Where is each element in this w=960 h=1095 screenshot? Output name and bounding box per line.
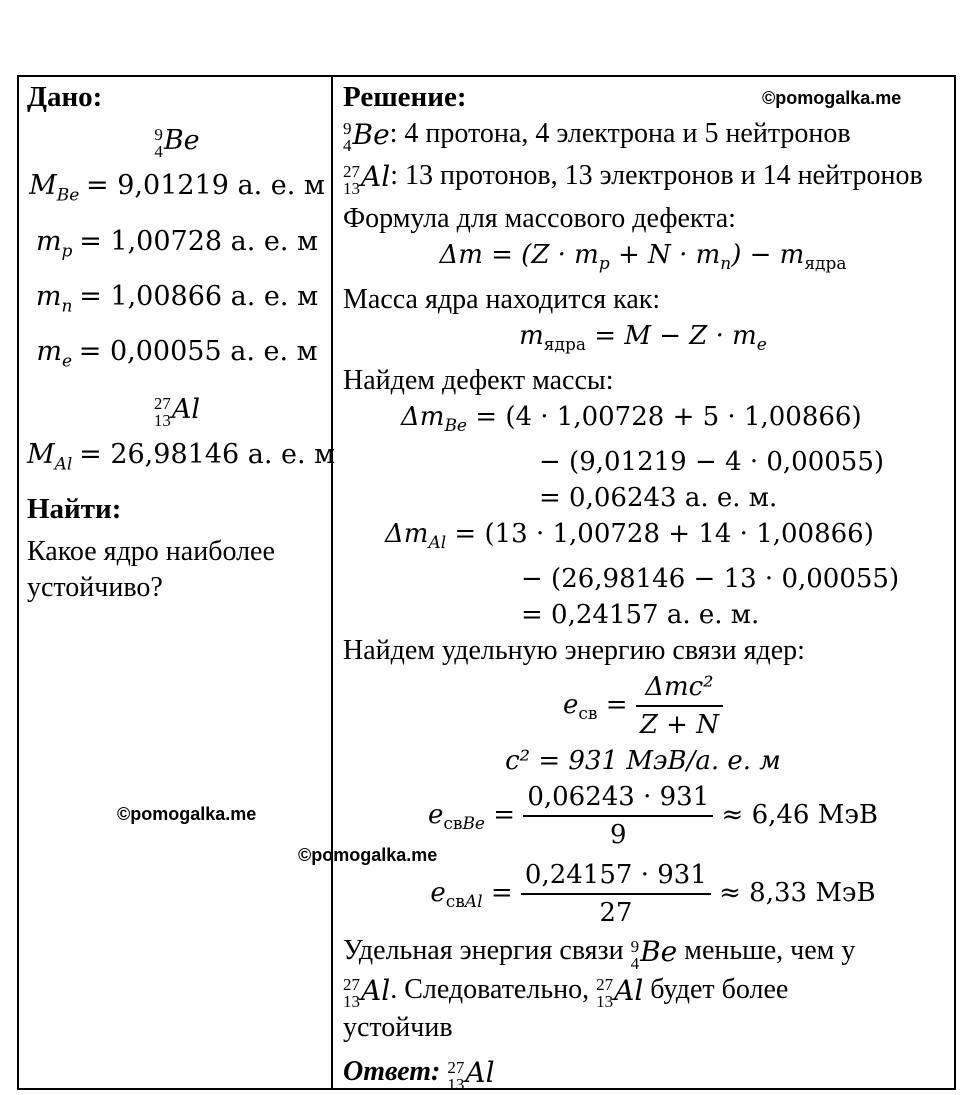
- c2-line: c² = 931 МэВ/а. е. м: [505, 746, 781, 777]
- given-m-be: $M_{Be} = 9,01219$ а. е. м: [29, 170, 325, 206]
- nucleus-mass-formula: $m_{ядра} = M - Z \cdot m_e$: [519, 320, 767, 356]
- solution-header: Решение:: [343, 81, 467, 113]
- al-isotope: 27 13 Al: [153, 393, 201, 430]
- conclusion-text: Удельная энергия связи 9 4 Be меньше, чем у 27 13 Al. Следовательно, 27 13 Al будет более устойчив: [343, 935, 856, 1044]
- given-m-al: $M_{Al} = 26,98146$ а. е. м: [27, 439, 336, 475]
- e-al-calc: $e_{свAl}$ = $\frac{0,24157 \cdot 931}{27}$ ≈ 8,33 МэВ: [363, 857, 943, 931]
- answer: Ответ: 27 13 Al: [343, 1055, 495, 1094]
- dm-al-calc: $\Delta m_{Al} = (13 \cdot 1,00728 + 14 \cdot 1,00866)$ − (26,98146 − 13 · 0,00055) = 0,24157 а. е. м.: [385, 519, 900, 631]
- binding-label: Найдем удельную энергию связи ядер:: [343, 635, 805, 667]
- given-al-isotope: [27, 385, 327, 432]
- given-mp: $m_p = 1,00728$ а. е. м: [35, 225, 319, 262]
- column-divider: [331, 75, 333, 1090]
- find-header: Найти:: [27, 492, 122, 525]
- find-defect-label: Найдем дефект массы:: [343, 365, 614, 397]
- defect-formula: $\Delta m = (Z \cdot m_p + N \cdot m_n) - m_{ядра}$: [439, 239, 847, 274]
- given-mn: $m_n = 1,00866$ а. е. м: [35, 281, 319, 317]
- watermark-left: ©pomogalka.me: [117, 804, 257, 824]
- given-be-isotope: [27, 116, 327, 163]
- watermark-top: ©pomogalka.me: [762, 88, 902, 108]
- al-composition: 27 13 Al: 13 протонов, 13 электронов и 14 нейтронов: [343, 160, 923, 198]
- defect-formula-label: Формула для массового дефекта:: [343, 202, 736, 234]
- watermark-center: ©pomogalka.me: [298, 845, 438, 865]
- given-list: [27, 116, 336, 488]
- be-composition: 9 4 Be: 4 протона, 4 электрона и 5 нейтронов: [343, 117, 851, 156]
- nucleus-mass-label: Масса ядра находится как:: [343, 283, 661, 315]
- given-me: $m_e = 0,00055$ а. е. м: [36, 336, 318, 372]
- solution-column: [343, 80, 943, 1093]
- e-be-calc: $e_{свBe}$ = $\frac{0,06243 \cdot 931}{9}$ ≈ 6,46 МэВ: [363, 779, 943, 853]
- binding-formula: $e_{св}$ = $\frac{\text{Δmc²}}{Z + N}$: [343, 669, 943, 743]
- given-header: Дано:: [27, 81, 103, 113]
- dm-be-calc: $\Delta m_{Be} = (4 \cdot 1,00728 + 5 \cdot 1,00866)$ − (9,01219 − 4 · 0,00055) = 0,06243 а. е. м.: [401, 402, 885, 514]
- question-text: Какое ядро наиболее устойчиво?: [27, 535, 275, 603]
- given-column: [27, 80, 336, 606]
- be-isotope: 9 4 Be: [154, 125, 200, 162]
